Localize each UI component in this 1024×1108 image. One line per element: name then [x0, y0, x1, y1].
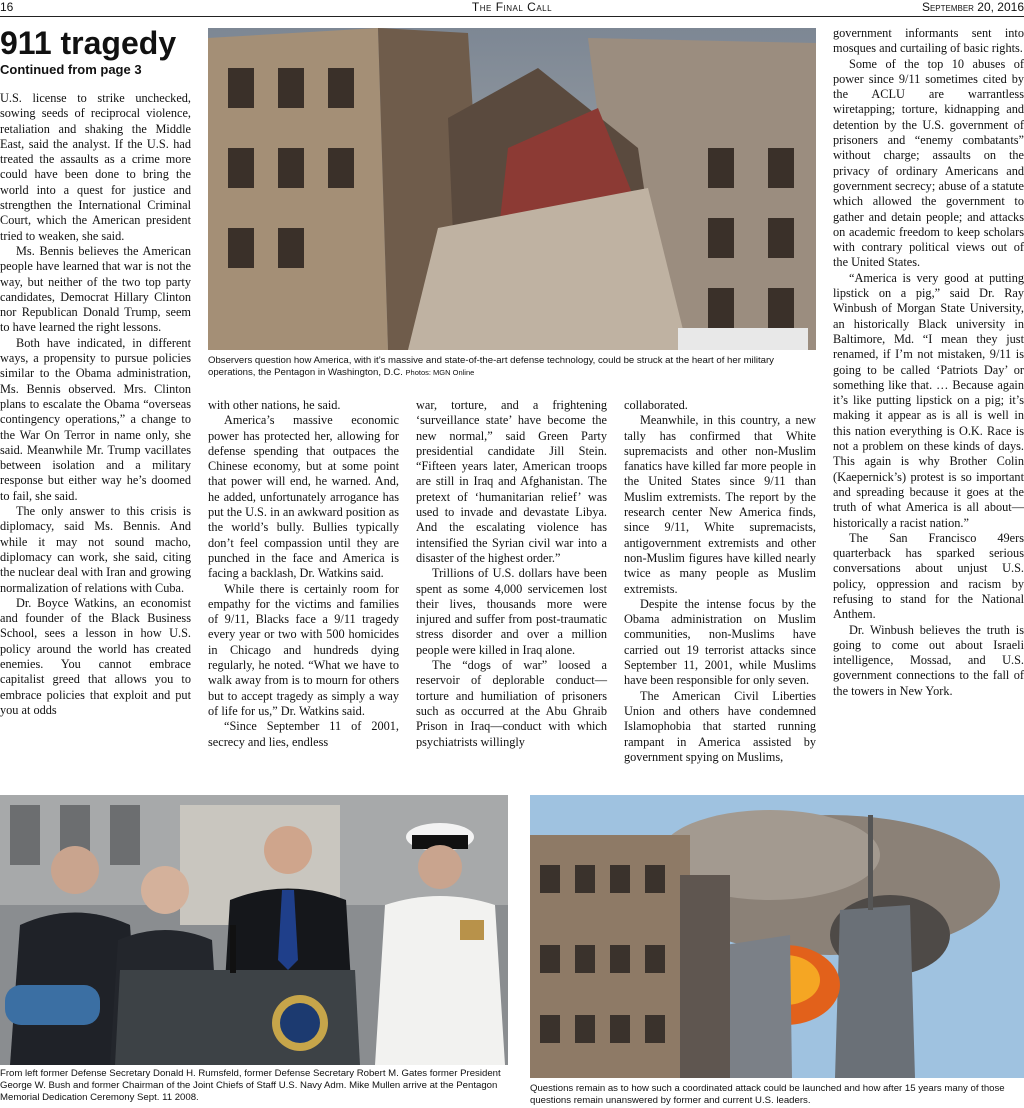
paragraph: with other nations, he said.: [208, 398, 341, 412]
paragraph: “Since September 11 of 2001, secrecy and lies, endless: [208, 719, 399, 749]
paragraph: The only answer to this crisis is diplomacy, said Ms. Bennis. And while it may not sound macho, diplomacy can work, she said, citing the nuclear deal with Iran and growing normalization of relations with Cuba.: [0, 504, 191, 595]
photo-credit: Photos: MGN Online: [405, 368, 475, 377]
paragraph: The “dogs of war” loosed a reservoir of deplorable conduct—torture and humiliation of prisoners such as occurred at the Abu Ghraib Prison in Iraq—conduct with which psychiatrists willingly: [416, 658, 607, 749]
paragraph: While there is certainly room for empathy for the victims and families of 9/11, Blacks face a 9/11 tragedy every year or two with 500 homicides in Chicago and hundreds dying regularly, he noted. “What we have to walk away from is to mourn for others but to accept tragedy as simply a way of life for us,” Dr. Watkins said.: [208, 581, 399, 718]
pentagon-caption: [208, 355, 816, 379]
issue-date: September 20, 2016: [921, 0, 1024, 14]
article-column-4: [624, 398, 816, 765]
paragraph: “America is very good at putting lipstick on a pig,” said Dr. Ray Winbush of Morgan State University, an historically Black university in Baltimore, Md. “I mean they just renamed, if I’m not mistaken, 9/11 is going to be called ‘Patriots Day’ or something like that. … Because again it’s like putting lipstick on a pig; it’s making it appear as is all is well in this nation everything is O.K. Race is not a problem on these kinds of days. This again is why Brother Colin (Kaepernick’s) protest is so important and spreading because it goes at the truth of what America is all about—historically a racist nation.”: [833, 270, 1024, 530]
page-folio: [0, 0, 1024, 17]
towers-photo: [530, 795, 1024, 1078]
paragraph: Meanwhile, in this country, a new tally has confirmed that White supremacists and other non-Muslim fanatics have killed far more people in the United States since 9/11 than Muslim extremists. The report by the research center New America finds, since 9/11, White supremacists, antigovernment extremists and other non-Muslim figures have killed nearly twice as many people as Muslim extremists.: [624, 413, 816, 596]
memorial-ceremony-image: [0, 795, 508, 1065]
paragraph: Dr. Winbush believes the truth is going to come out about Israeli intelligence, Mossad, and U.S. government connections to the fall of the towers in New York.: [833, 622, 1024, 698]
paragraph: Some of the top 10 abuses of power since 9/11 sometimes cited by the ACLU are warrantless wiretapping; torture, kidnapping and detention by the U.S. government of prisoners and “enemy combatants” without charge; assaults on the privacy of ordinary Americans and government secrecy; abuse of a statute which allowed the government to gather and detain people; and attacks on academic freedom to keep scholars with contrary political views out of the United States.: [833, 56, 1024, 270]
article-column-1: [0, 91, 191, 718]
paragraph: collaborated.: [624, 398, 688, 412]
paragraph: The American Civil Liberties Union and others have condemned Islamophobia that started running rampant in America assisted by government spying on Muslims,: [624, 688, 816, 764]
headline: 911 tragedy: [0, 25, 177, 61]
towers-caption: Questions remain as to how such a coordinated attack could be launched and how after 15 years many of those questions remain unanswered by former and current U.S. leaders.: [530, 1083, 1005, 1106]
paragraph: war, torture, and a frightening ‘surveillance state’ have become the new normal,” said Green Party presidential candidate Jill Stein. “Fifteen years later, American troops are still in Iraq and Afghanistan. The pretext of ‘humanitarian relief’ was used to invade and devastate Libya. And the escalating violence has intensified the Syrian civil war into a disaster of the highest order.”: [416, 398, 607, 565]
article-column-5: [833, 26, 1024, 699]
article-column-3: [416, 398, 607, 750]
paragraph: U.S. license to strike unchecked, sowing seeds of reciprocal violence, retaliation and shaking the Middle East, said the analyst. If the U.S. had treated the assaults as a crime more could have been done to bring the world into a quest for justice and strengthen the International Criminal Court, which the American president tried to weaken, she said.: [0, 91, 191, 243]
continued-line: Continued from page 3: [0, 62, 142, 77]
article-column-2: [208, 398, 399, 750]
memorial-caption: From left former Defense Secretary Donald H. Rumsfeld, former Defense Secretary Robert M. Gates former President George W. Bush and former Chairman of the Joint Chiefs of Staff U.S. Navy Adm. Mike Mullen arrive at the Pentagon Memorial Dedication Ceremony Sept. 11 2008.: [0, 1068, 501, 1103]
caption-text: Observers question how America, with it’s massive and state-of-the-art defense technology, could be struck at the heart of her military operations, the Pentagon in Washington, D.C.: [208, 355, 774, 378]
paragraph: Dr. Boyce Watkins, an economist and founder of the Black Business School, sees a lesson in how U.S. policy around the world has created enemies. You cannot embrace capitalist greed that allows you to embrace policies that exploit and put you at odds: [0, 595, 191, 717]
paragraph: America’s massive economic power has protected her, allowing for defense spending that outpaces the Chinese economy, but at some point that power will end, he warned. And, he added, unfortunately arrogance has put the U.S. in an awkward position as the world’s bully. Bullies typically don’t feel compassion until they are punched in the face and America is facing a backlash, Dr. Watkins said.: [208, 413, 399, 581]
paragraph: Trillions of U.S. dollars have been spent as some 4,000 servicemen lost their lives, thousands more were injured and suffer from post-traumatic stress disorder and over a million people were killed in Iraq alone.: [416, 566, 607, 657]
paragraph: government informants sent into mosques and curtailing of basic rights.: [833, 26, 1024, 56]
wtc-attack-image: [530, 795, 1024, 1078]
publication-name: The Final Call: [471, 0, 553, 14]
paragraph: Despite the intense focus by the Obama administration on Muslim communities, non-Muslims have carried out 19 terrorist attacks since September 11, 2001, while Muslims have been responsible for only seven.: [624, 596, 816, 688]
memorial-photo: [0, 795, 508, 1065]
paragraph: Ms. Bennis believes the American people have learned that war is not the way, but neither of the two top party candidates, Democrat Hillary Clinton nor Republican Donald Trump, seem to have learned the right lessons.: [0, 243, 191, 335]
page-number: 16: [0, 0, 14, 14]
paragraph: The San Francisco 49ers quarterback has sparked serious conversations about unjust U.S. policy, oppression and racism by refusing to stand for the National Anthem.: [833, 530, 1024, 622]
paragraph: Both have indicated, in different ways, a propensity to pursue policies similar to the Obama administration, Ms. Bennis observed. Mrs. Clinton plans to escalate the Obama “overseas contingency operations,” a change to the War On Terror in name only, she said. Meanwhile Mr. Trump vacillates between isolation and a military response but either way he’s doomed to fail, she said.: [0, 335, 191, 503]
pentagon-photo: [208, 28, 816, 350]
pentagon-damage-image: [208, 28, 816, 350]
